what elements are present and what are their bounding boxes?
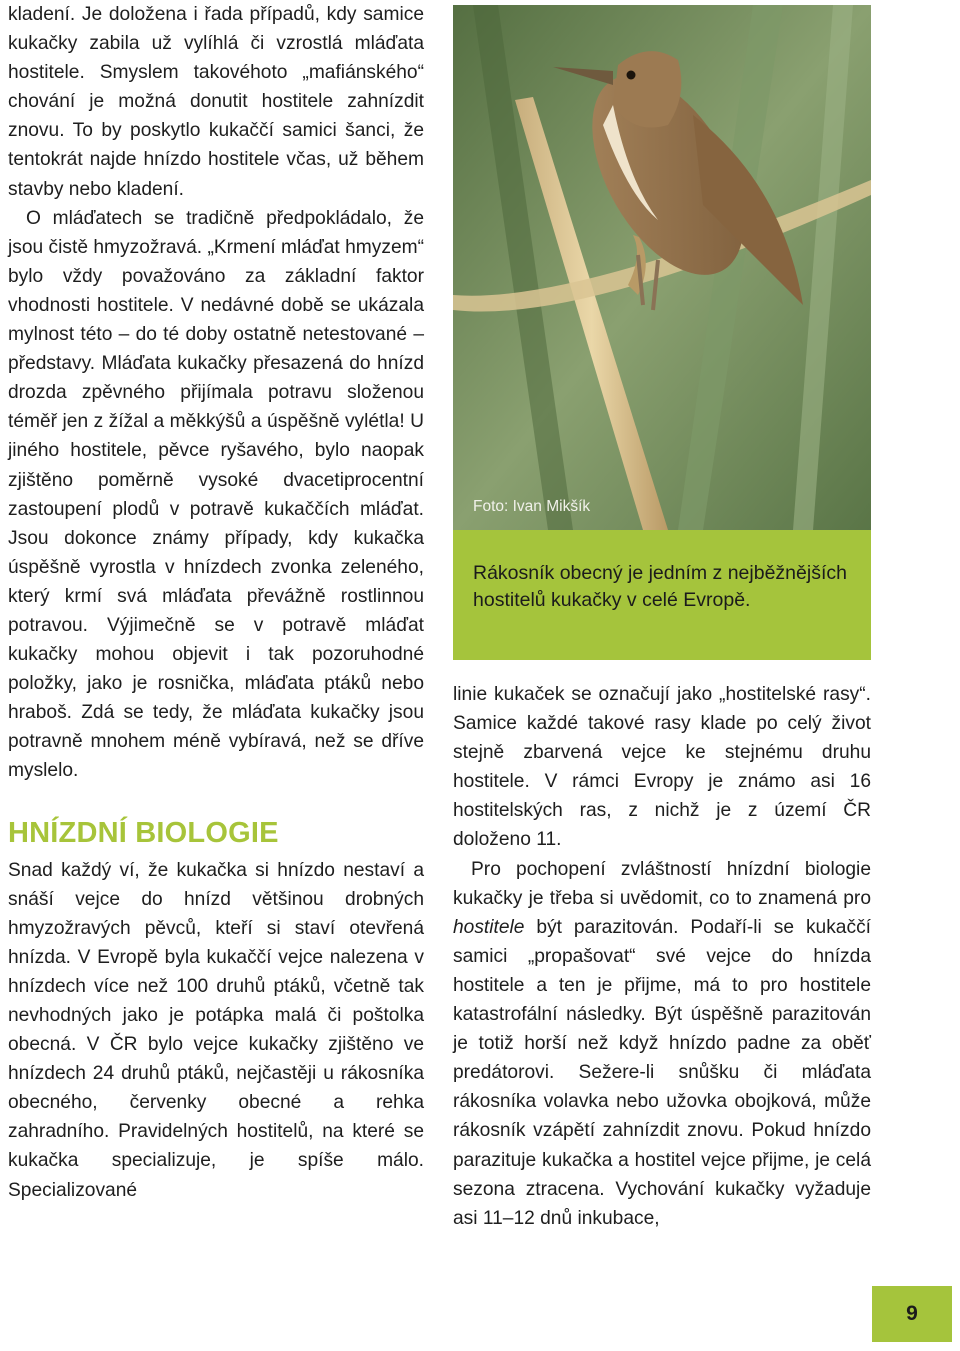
right-column	[453, 680, 871, 1233]
page-number: 9	[872, 1286, 952, 1342]
body-paragraph: Snad každý ví, že kukačka si hnízdo nestaví a snáší vejce do hnízd většinou drobných hmyzožravých pěvců, kteří si staví otevřená hnízda. V Evropě byla kukaččí vejce nalezena v hnízdech více než 100 druhů ptáků, včetně tak nevhodných jako je potápka malá či poštolka obecná. V ČR bylo vejce kukačky zjištěno ve hnízdech 24 druhů ptáků, nejčastěji u rákosníka obecného, červenky obecné a rehka zahradního. Pravidelných hostitelů, na které se kukačka specializuje, je spíše málo. Specializované	[8, 859, 424, 1201]
paragraph-text: Pro pochopení zvláštností hnízdní biologie kukačky je třeba si uvědomit, co to znamená pro	[453, 858, 871, 909]
body-paragraph: O mláďatech se tradičně předpokládalo, že jsou čistě hmyzožravá. „Krmení mláďat hmyzem“ bylo vždy považováno za základní faktor vhodnosti hostitele. V nedávné době se ukázala mylnost této – do té doby ostatně netestované – představy. Mláďata kukačky přesazená do hnízd drozda zpěvného přijímala potravu složenou téměř jen z žížal a měkkýšů a úspěšně vylétla! U jiného hostitele, pěvce ryšavého, bylo naopak zjištěno poměrně vysoké dvacetiprocentní zastoupení plodů v potravě kukaččích mláďat. Jsou dokonce známy případy, kdy kukačka úspěšně vyrostla v hnízdech zvonka zeleného, který krmí svá mláďata převážně rostlinnou potravou. Výjimečně se v potravě mláďat kukačky mohou objevit i tak pozoruhodné položky, jako je rosnička, mláďata ptáků nebo hraboš. Zdá se tedy, že mláďata kukačky jsou potravně mnohem méně vybíravá, než se dříve myslelo.	[8, 207, 424, 782]
reed-warbler-illustration	[453, 5, 871, 530]
emphasis-text: hostitele	[453, 916, 525, 938]
photo-caption: Rákosník obecný je jedním z nejběžnějších hostitelů kukačky v celé Evropě.	[453, 530, 871, 660]
section-heading: HNÍZDNÍ BIOLOGIE	[8, 816, 279, 849]
left-column	[8, 0, 424, 1205]
body-paragraph: linie kukaček se označují jako „hostitelské rasy“. Samice každé takové rasy klade po celý život stejně zbarvená vejce ke stejnému druhu hostitele. V rámci Evropy je známo asi 16 hostitelských ras, z nichž je z území ČR doloženo 11.	[453, 684, 871, 851]
body-paragraph	[453, 855, 871, 1233]
photo-credit: Foto: Ivan Mikšík	[473, 498, 591, 515]
bird-photo	[453, 5, 871, 530]
paragraph-text: být parazitován. Podaří-li se kukaččí samici „propašovat“ své vejce do hnízda hostitele a ten je přijme, má to pro hostitele katastrofální následky. Být úspěšně parazitován je totiž horší než když hnízdo padne za oběť predátorovi. Sežere-li snůšku či mláďata rákosníka volavka nebo užovka obojková, může rákosník vzápětí zahnízdit znovu. Pokud hnízdo parazituje kukačka a hostitel vejce přijme, je celá sezona ztracena. Vychování kukačky vyžaduje asi 11–12 dnů inkubace,	[453, 916, 871, 1229]
body-paragraph: kladení. Je doložena i řada případů, kdy samice kukačky zabila už vylíhlá či vzrostlá mláďata hostitele. Smyslem takovéhoto „mafiánského“ chování je možná donutit hostitele zahnízdit znovu. To by poskytlo kukaččí samici šanci, že tentokrát najde hnízdo hostitele včas, už během stavby nebo kladení.	[8, 4, 424, 200]
